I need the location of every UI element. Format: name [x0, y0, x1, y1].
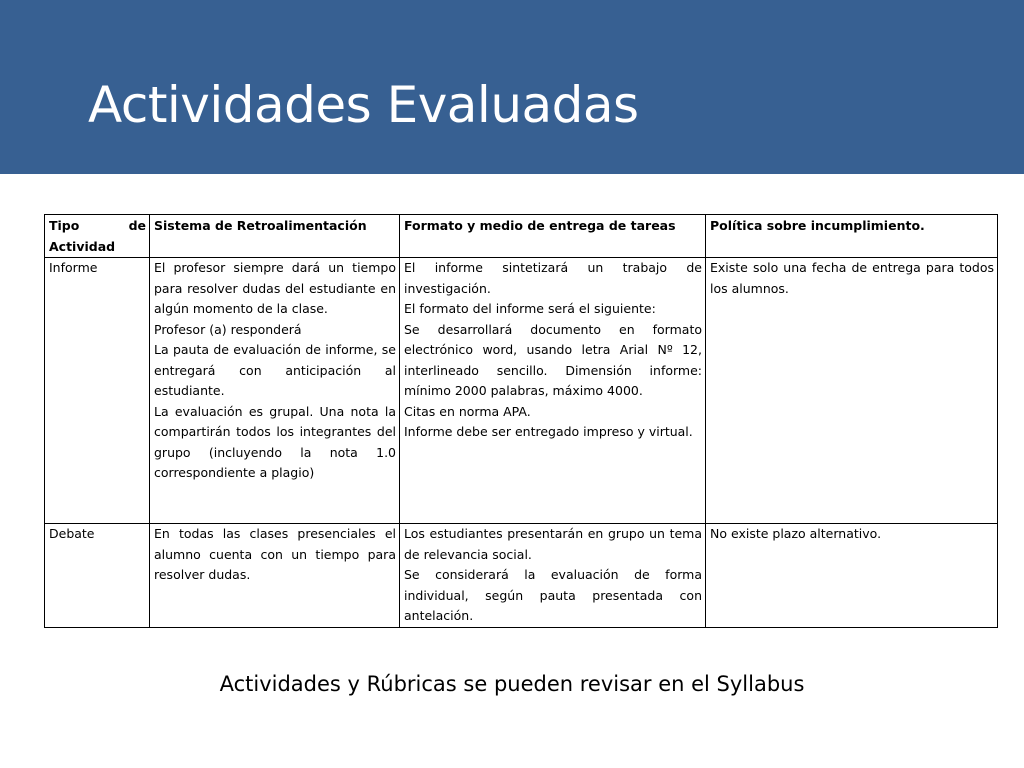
- table-row: [45, 524, 998, 628]
- format-line: Informe debe ser entregado impreso y virtual.: [404, 424, 693, 439]
- format-line: Los estudiantes presentarán en grupo un tema de relevancia social.: [404, 526, 702, 562]
- format-line: El informe sintetizará un trabajo de investigación.: [404, 260, 702, 296]
- policy-text: Existe solo una fecha de entrega para todos los alumnos.: [710, 260, 994, 296]
- feedback-line: La pauta de evaluación de informe, se entregará con anticipación al estudiante.: [154, 342, 396, 398]
- cell-format: [400, 258, 706, 524]
- slide-title: Actividades Evaluadas: [88, 76, 639, 134]
- activities-table: [44, 214, 998, 628]
- feedback-line: Profesor (a) responderá: [154, 321, 302, 337]
- table-header-row: [45, 215, 998, 258]
- header-noncompliance-policy: Política sobre incumplimiento.: [706, 215, 998, 258]
- cell-format: [400, 524, 706, 628]
- format-line: Citas en norma APA.: [404, 403, 531, 419]
- format-line: Se desarrollará documento en formato electrónico word, usando letra Arial Nº 12, interlineado sencillo. Dimensión informe: mínimo 2000 palabras, máximo 4000.: [404, 321, 702, 398]
- cell-activity-type: Debate: [45, 524, 150, 628]
- cell-activity-type: Informe: [45, 258, 150, 524]
- feedback-line: En todas las clases presenciales el alumno cuenta con un tiempo para resolver dudas.: [154, 526, 396, 582]
- format-line: El formato del informe será el siguiente:: [404, 301, 656, 316]
- feedback-line: La evaluación es grupal. Una nota la compartirán todos los integrantes del grupo (incluyendo la nota 1.0 correspondiente a plagio): [154, 403, 396, 480]
- header-feedback-system: Sistema de Retroalimentación: [150, 215, 400, 258]
- cell-policy: No existe plazo alternativo.: [706, 524, 998, 628]
- header-delivery-format: Formato y medio de entrega de tareas: [400, 215, 706, 258]
- footer-note: Actividades y Rúbricas se pueden revisar en el Syllabus: [219, 672, 805, 696]
- header-activity-type: Tipo de Actividad: [45, 215, 150, 258]
- cell-feedback: [150, 524, 400, 628]
- cell-feedback: [150, 258, 400, 524]
- title-band: [0, 0, 1024, 174]
- feedback-line: El profesor siempre dará un tiempo para resolver dudas del estudiante en algún momento de la clase.: [154, 260, 396, 316]
- cell-policy: [706, 258, 998, 524]
- format-line: Se considerará la evaluación de forma individual, según pauta presentada con antelación.: [404, 567, 702, 623]
- table-row: [45, 258, 998, 524]
